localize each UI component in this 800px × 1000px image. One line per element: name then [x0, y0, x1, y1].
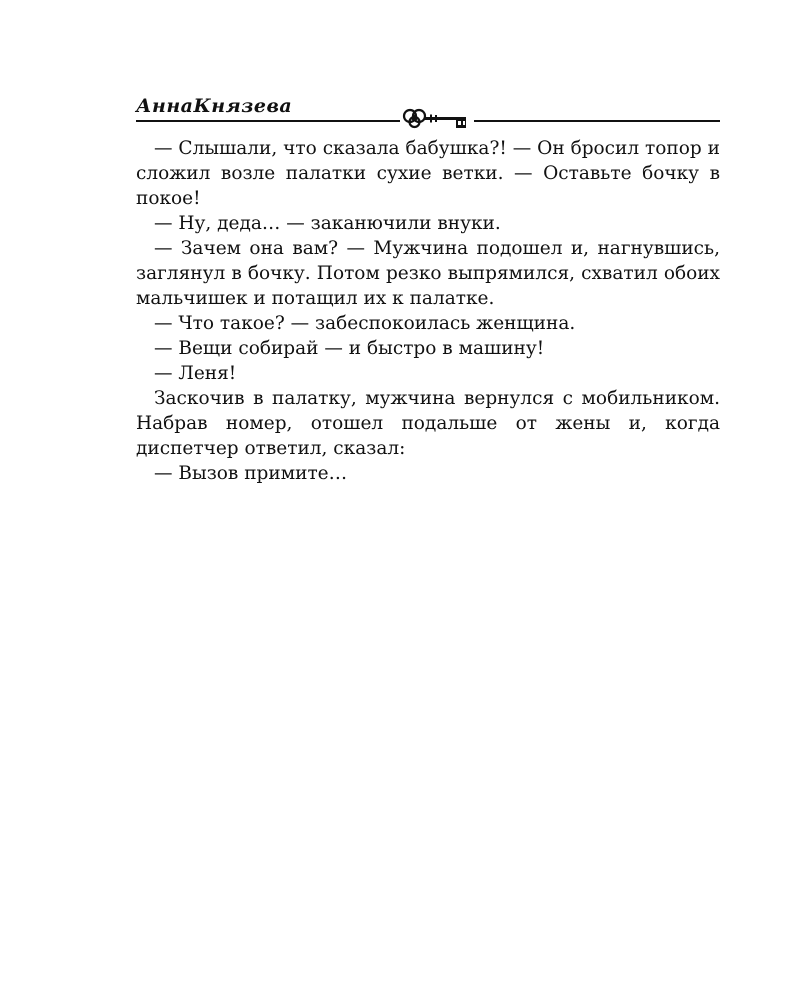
- paragraph-7: Заскочив в палатку, мужчина вернулся с мобильником. Набрав номер, отошел подальше от жены и, когда диспетчер ответил, сказал:: [136, 388, 720, 459]
- paragraph-2: — Ну, деда… — заканючили внуки.: [154, 213, 501, 234]
- body-text: [136, 136, 720, 486]
- paragraph-8: — Вызов примите…: [154, 463, 348, 484]
- running-header: [136, 84, 720, 134]
- key-icon: [400, 106, 474, 132]
- paragraph-3: — Зачем она вам? — Мужчина подошел и, нагнувшись, заглянул в бочку. Потом резко выпрямился, схватил обоих мальчишек и потащил их к палатке.: [136, 238, 720, 309]
- paragraph-1: — Слышали, что сказала бабушка?! — Он бросил топор и сложил возле палатки сухие ветки. — Оставьте бочку в покое!: [136, 138, 720, 209]
- author-name: АннаКнязева: [136, 95, 293, 117]
- paragraph-4: — Что такое? — забеспокоилась женщина.: [154, 313, 576, 334]
- paragraph-5: — Вещи собирай — и быстро в машину!: [154, 338, 545, 359]
- paragraph-6: — Леня!: [154, 363, 237, 384]
